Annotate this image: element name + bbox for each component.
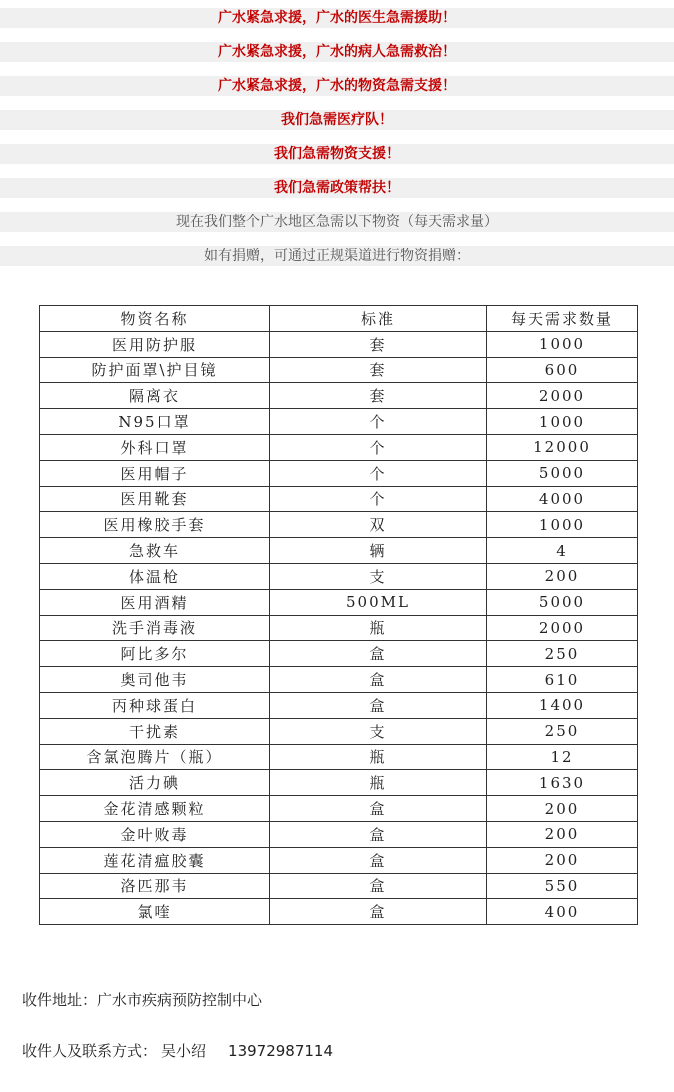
table-row <box>40 692 638 718</box>
table-body <box>40 331 638 924</box>
table-row <box>40 873 638 899</box>
table-row <box>40 641 638 667</box>
unit-cell: 盒 <box>270 667 487 693</box>
table-header-row <box>40 306 638 332</box>
unit-cell: 瓶 <box>270 744 487 770</box>
table-row <box>40 796 638 822</box>
unit-cell: 个 <box>270 434 487 460</box>
table-row <box>40 744 638 770</box>
daily-quantity-cell: 2000 <box>487 615 638 641</box>
item-name-cell: 氯喹 <box>40 899 270 925</box>
table-row <box>40 357 638 383</box>
item-name-cell: 丙种球蛋白 <box>40 692 270 718</box>
item-name-cell: 干扰素 <box>40 718 270 744</box>
table-row <box>40 538 638 564</box>
unit-cell: 支 <box>270 718 487 744</box>
recipient-contact <box>22 1040 333 1061</box>
table-row <box>40 899 638 925</box>
column-header-daily-quantity: 每天需求数量 <box>487 306 638 332</box>
unit-cell: 盒 <box>270 692 487 718</box>
item-name-cell: 医用靴套 <box>40 486 270 512</box>
item-name-cell: 金花清感颗粒 <box>40 796 270 822</box>
headline-1: 广水紧急求援，广水的医生急需援助！ <box>0 8 674 28</box>
item-name-cell: 防护面罩\护目镜 <box>40 357 270 383</box>
daily-quantity-cell: 5000 <box>487 589 638 615</box>
supplies-table <box>39 305 638 925</box>
table-row <box>40 383 638 409</box>
table-row <box>40 589 638 615</box>
unit-cell: 套 <box>270 357 487 383</box>
daily-quantity-cell: 610 <box>487 667 638 693</box>
item-name-cell: 莲花清瘟胶囊 <box>40 847 270 873</box>
unit-cell: 双 <box>270 512 487 538</box>
table-row <box>40 847 638 873</box>
table-row <box>40 821 638 847</box>
column-header-item-name: 物资名称 <box>40 306 270 332</box>
item-name-cell: 医用帽子 <box>40 460 270 486</box>
item-name-cell: 医用橡胶手套 <box>40 512 270 538</box>
daily-quantity-cell: 1000 <box>487 409 638 435</box>
unit-cell: 套 <box>270 383 487 409</box>
daily-quantity-cell: 200 <box>487 563 638 589</box>
item-name-cell: 活力碘 <box>40 770 270 796</box>
unit-cell: 盒 <box>270 847 487 873</box>
daily-quantity-cell: 1400 <box>487 692 638 718</box>
unit-cell: 瓶 <box>270 615 487 641</box>
daily-quantity-cell: 250 <box>487 718 638 744</box>
daily-quantity-cell: 200 <box>487 821 638 847</box>
daily-quantity-cell: 550 <box>487 873 638 899</box>
unit-cell: 套 <box>270 331 487 357</box>
unit-cell: 辆 <box>270 538 487 564</box>
unit-cell: 个 <box>270 460 487 486</box>
unit-cell: 盒 <box>270 641 487 667</box>
daily-quantity-cell: 200 <box>487 847 638 873</box>
unit-cell: 盒 <box>270 899 487 925</box>
table-row <box>40 718 638 744</box>
unit-cell: 盒 <box>270 796 487 822</box>
column-header-unit: 标准 <box>270 306 487 332</box>
unit-cell: 500ML <box>270 589 487 615</box>
table-row <box>40 667 638 693</box>
unit-cell: 个 <box>270 409 487 435</box>
unit-cell: 个 <box>270 486 487 512</box>
contact-name: 吴小绍 <box>161 1042 207 1060</box>
shipping-address <box>22 989 262 1010</box>
unit-cell: 支 <box>270 563 487 589</box>
daily-quantity-cell: 2000 <box>487 383 638 409</box>
item-name-cell: 外科口罩 <box>40 434 270 460</box>
address-label: 收件地址： <box>22 991 98 1009</box>
daily-quantity-cell: 4 <box>487 538 638 564</box>
table-row <box>40 615 638 641</box>
contact-label: 收件人及联系方式： <box>22 1042 158 1060</box>
table-row <box>40 434 638 460</box>
table-row <box>40 563 638 589</box>
item-name-cell: 洛匹那韦 <box>40 873 270 899</box>
daily-quantity-cell: 1630 <box>487 770 638 796</box>
item-name-cell: 金叶败毒 <box>40 821 270 847</box>
intro-donation-note: 如有捐赠，可通过正规渠道进行物资捐赠： <box>0 246 674 266</box>
daily-quantity-cell: 4000 <box>487 486 638 512</box>
daily-quantity-cell: 600 <box>487 357 638 383</box>
table-row <box>40 486 638 512</box>
item-name-cell: 含氯泡腾片（瓶） <box>40 744 270 770</box>
item-name-cell: 阿比多尔 <box>40 641 270 667</box>
table-row <box>40 512 638 538</box>
address-value: 广水市疾病预防控制中心 <box>97 991 263 1009</box>
daily-quantity-cell: 12 <box>487 744 638 770</box>
headline-6: 我们急需政策帮扶！ <box>0 178 674 198</box>
item-name-cell: 体温枪 <box>40 563 270 589</box>
table-row <box>40 460 638 486</box>
contact-phone: 13972987114 <box>228 1042 334 1060</box>
item-name-cell: 急救车 <box>40 538 270 564</box>
daily-quantity-cell: 5000 <box>487 460 638 486</box>
daily-quantity-cell: 200 <box>487 796 638 822</box>
table-row <box>40 409 638 435</box>
headline-3: 广水紧急求援，广水的物资急需支援！ <box>0 76 674 96</box>
headline-5: 我们急需物资支援！ <box>0 144 674 164</box>
daily-quantity-cell: 1000 <box>487 331 638 357</box>
daily-quantity-cell: 1000 <box>487 512 638 538</box>
unit-cell: 瓶 <box>270 770 487 796</box>
item-name-cell: 隔离衣 <box>40 383 270 409</box>
table-row <box>40 770 638 796</box>
intro-daily-demand: 现在我们整个广水地区急需以下物资（每天需求量） <box>0 212 674 232</box>
unit-cell: 盒 <box>270 873 487 899</box>
item-name-cell: 洗手消毒液 <box>40 615 270 641</box>
daily-quantity-cell: 400 <box>487 899 638 925</box>
item-name-cell: 奥司他韦 <box>40 667 270 693</box>
item-name-cell: 医用防护服 <box>40 331 270 357</box>
item-name-cell: N95口罩 <box>40 409 270 435</box>
daily-quantity-cell: 250 <box>487 641 638 667</box>
table-row <box>40 331 638 357</box>
headline-2: 广水紧急求援，广水的病人急需救治！ <box>0 42 674 62</box>
unit-cell: 盒 <box>270 821 487 847</box>
headline-4: 我们急需医疗队！ <box>0 110 674 130</box>
daily-quantity-cell: 12000 <box>487 434 638 460</box>
item-name-cell: 医用酒精 <box>40 589 270 615</box>
